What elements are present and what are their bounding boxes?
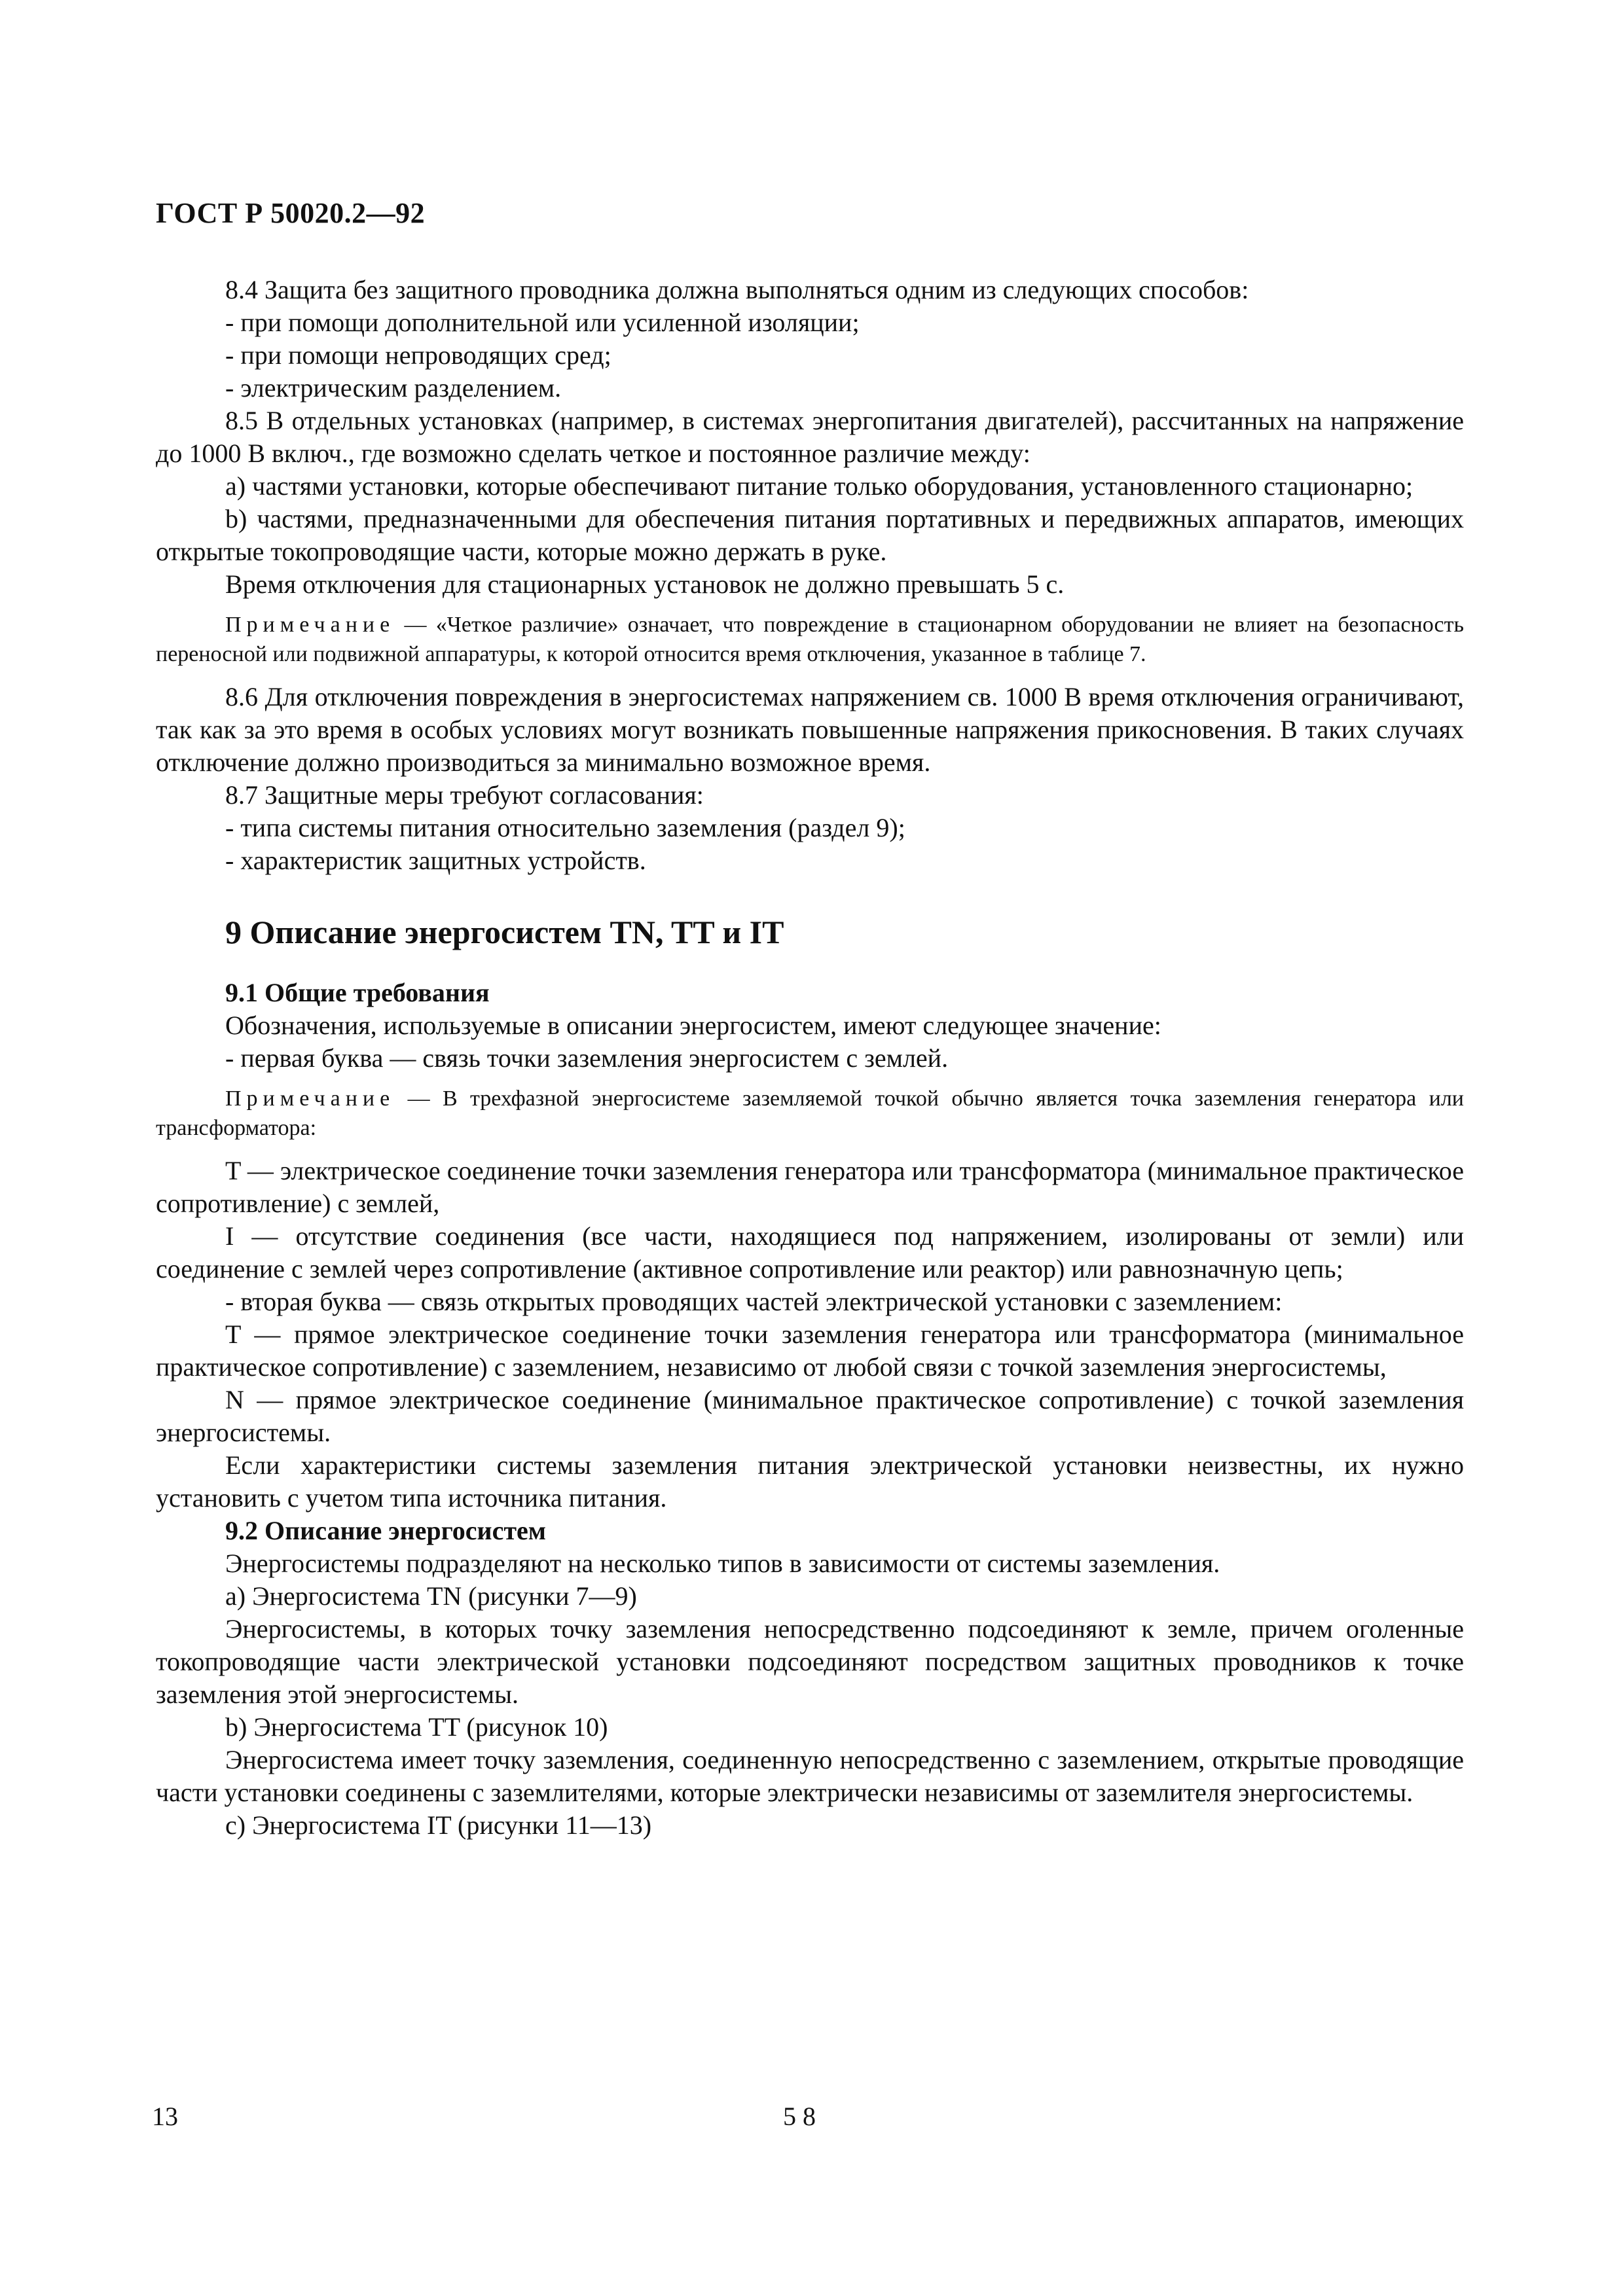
paragraph: Если характеристики системы заземления питания электрической установки неизвестны, их нужно установить с учетом типа источника питания. [156, 1450, 1464, 1513]
section-9-2-heading: 9.2 Описание энергосистем [225, 1516, 546, 1545]
note-8-5 [156, 610, 1464, 669]
paragraph: - вторая буква — связь открытых проводящих частей электрической установки с заземлением: [225, 1287, 1283, 1316]
definition-i: I — отсутствие соединения (все части, находящиеся под напряжением, изолированы от земли) или соединение с землей через сопротивление (активное сопротивление или реактор) или равнозначную цепь; [156, 1221, 1464, 1283]
page-number-left: 13 [152, 2102, 178, 2131]
list-item: - электрическим разделением. [225, 373, 562, 403]
section-9-1-heading: 9.1 Общие требования [225, 978, 490, 1007]
section-8-5-item-b: b) частями, предназначенными для обеспечения питания портативных и передвижных аппаратов, имеющих открытые токопроводящие части, которые можно держать в руке. [156, 504, 1464, 566]
list-item: - при помощи дополнительной или усиленной изоляции; [225, 308, 860, 337]
list-item: - характеристик защитных устройств. [225, 846, 646, 875]
note-label: Примечание [225, 1086, 395, 1111]
note-label: Примечание [225, 613, 395, 637]
section-9-heading: 9 Описание энергосистем TN, TT и IT [225, 914, 784, 950]
paragraph: - первая буква — связь точки заземления энергосистем с землей. [225, 1043, 949, 1073]
subsection-b-title: b) Энергосистема TT (рисунок 10) [225, 1712, 608, 1742]
list-item: - при помощи непроводящих сред; [225, 340, 611, 370]
list-item: - типа системы питания относительно заземления (раздел 9); [225, 813, 905, 842]
section-8-5-intro: 8.5 В отдельных установках (например, в системах энергопитания двигателей), рассчитанных на напряжение до 1000 В включ., где возможно сделать четкое и постоянное различие между: [156, 406, 1464, 468]
document-code: ГОСТ Р 50020.2—92 [156, 197, 426, 229]
paragraph: Обозначения, используемые в описании энергосистем, имеют следующее значение: [225, 1011, 1161, 1040]
definition-t2: T — прямое электрическое соединение точки заземления генератора или трансформатора (минимальное практическое сопротивление) с заземлением, независимо от любой связи с точкой заземления энергосистемы, [156, 1319, 1464, 1382]
subsection-a-text: Энергосистемы, в которых точку заземления непосредственно подсоединяют к земле, причем оголенные токопроводящие части электрической установки подсоединяют посредством защитных проводников к точке заземления этой энергосистемы. [156, 1614, 1464, 1709]
subsection-c-title: c) Энергосистема IT (рисунки 11—13) [225, 1810, 652, 1840]
note-9-1 [156, 1084, 1464, 1143]
section-8-7-title: 8.7 Защитные меры требуют согласования: [225, 780, 704, 810]
note-text: — В трехфазной энергосистеме заземляемой точкой обычно является точка заземления генератора или трансформатора: [156, 1086, 1464, 1140]
subsection-b-text: Энергосистема имеет точку заземления, соединенную непосредственно с заземлением, открытые проводящие части установки соединены с заземлителями, которые электрически независимы от заземлителя энергосистемы. [156, 1745, 1464, 1807]
document-body [156, 274, 1464, 1842]
section-8-4-title: 8.4 Защита без защитного проводника должна выполняться одним из следующих способов: [225, 275, 1249, 304]
definition-n: N — прямое электрическое соединение (минимальное практическое сопротивление) с точкой заземления энергосистемы. [156, 1385, 1464, 1447]
section-8-6: 8.6 Для отключения повреждения в энергосистемах напряжением св. 1000 В время отключения ограничивают, так как за это время в особых условиях могут возникать повышенные напряжения прикосновения. В таких случаях отключение должно производиться за минимально возможное время. [156, 682, 1464, 777]
note-text: — «Четкое различие» означает, что повреждение в стационарном оборудовании не влияет на безопасность переносной или подвижной аппаратуры, к которой относится время отключения, указанное в таблице 7. [156, 613, 1464, 666]
section-8-5-time: Время отключения для стационарных установок не должно превышать 5 с. [225, 569, 1065, 599]
section-8-5-item-a: a) частями установки, которые обеспечивают питание только оборудования, установленного стационарно; [225, 471, 1413, 501]
subsection-a-title: a) Энергосистема TN (рисунки 7—9) [225, 1581, 637, 1611]
page-number-center: 58 [783, 2102, 822, 2131]
definition-t: T — электрическое соединение точки заземления генератора или трансформатора (минимальное практическое сопротивление) с землей, [156, 1156, 1464, 1218]
paragraph: Энергосистемы подразделяют на несколько типов в зависимости от системы заземления. [225, 1549, 1220, 1578]
